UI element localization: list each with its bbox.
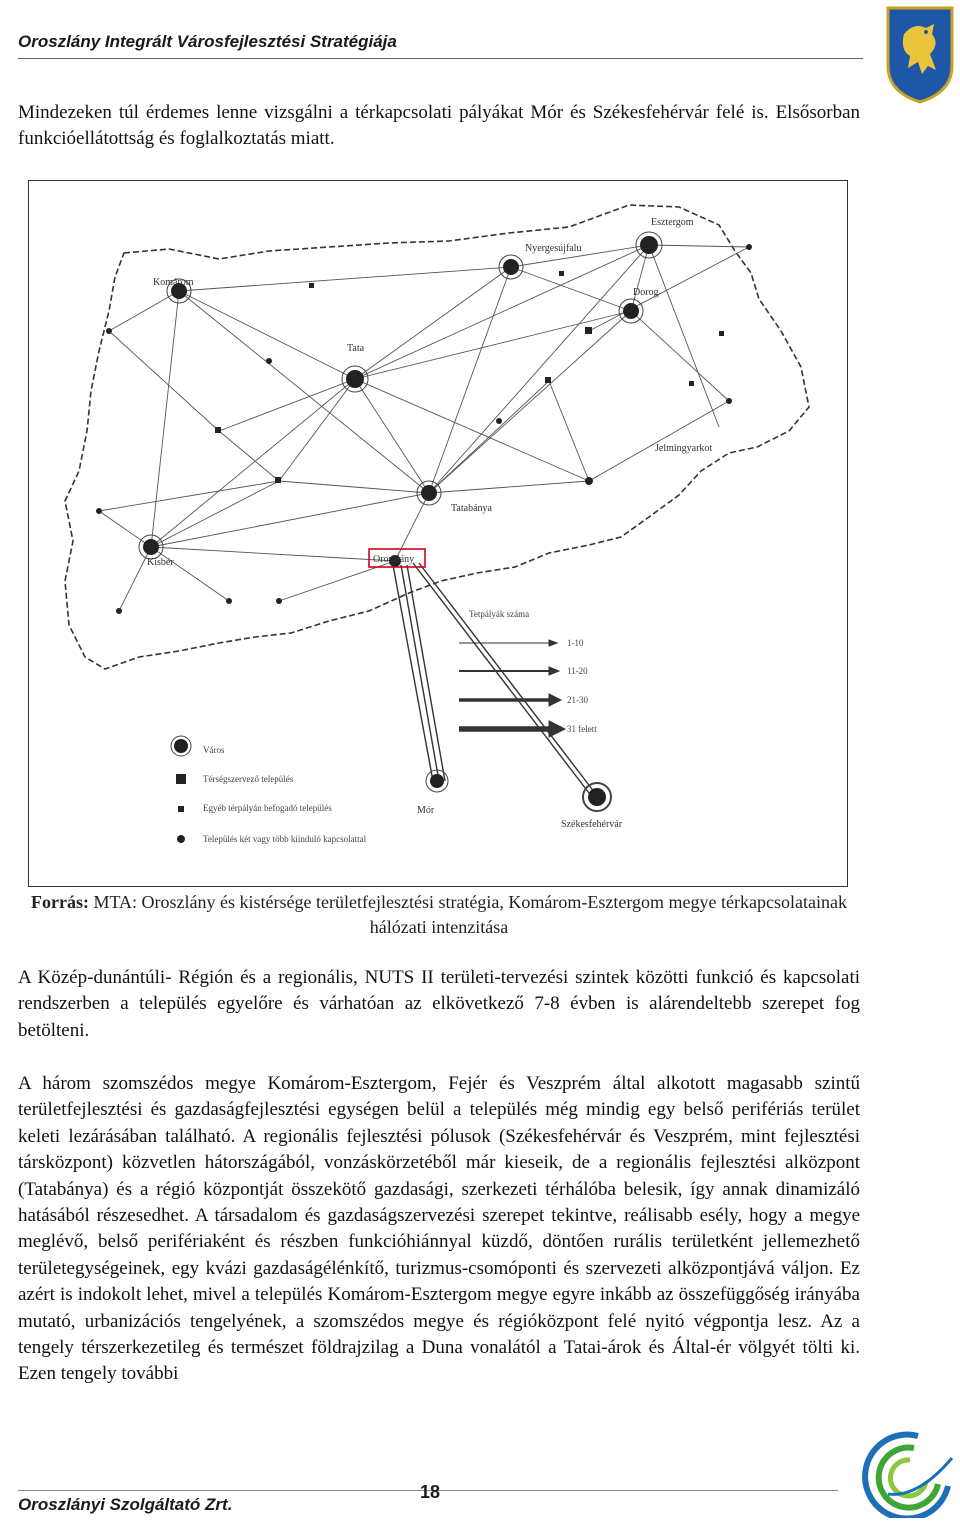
- town-label: Dorog: [633, 287, 659, 298]
- trips-legend-title: Tetpályák száma: [469, 609, 530, 619]
- company-logo-icon: [848, 1428, 956, 1518]
- settlement-legend-label: Település két vagy több kiinduló kapcsolattal: [203, 834, 367, 844]
- header-rule: [18, 58, 863, 59]
- county-outline: [65, 205, 809, 669]
- town-label: Jelmingyarkot: [655, 443, 713, 454]
- paragraph-neighbour-counties: A három szomszédos megye Komárom-Esztergom, Fejér és Veszprém által alkotott magasabb szintű területfejlesztési és gazdaságfejlesztési egységen belül a település még mindig egy belső perifériás terület keleti lezárásában található. A regionális fejlesztési pólusok (Székesfehérvár és Veszprém, mint fejlesztési társközpont) közvetlen hátországából, vonzáskörzetéből már kieseik, de a regionális fejlesztési alközpont (Tatabánya) és a régió központját összekötő gazdasági, szerkezeti térhálóba belesik, így annak dinamizáló hatásából részesedhet. A társadalom és gazdaságszervezési szerepet tekintve, reálisabb esély, hogy a megye meglévő, belső perifériaként és részben funkcióhiánnyal küzdő, döntően rurális területként jellemezhető területegységeinek, egy kvázi gazdaságélénkítő, turizmus-csomóponti és szervezeti alközpontjává váljon. Ez azért is indokolt lehet, mivel a település Komárom-Esztergom megye egyre inkább az összefüggőség irányába mutató, urbanizációs tengelyének, a szomszédos megye és régióközpont felé nyitó végpontja lesz. Az a tengely térszerkezetileg és természet földrajzilag a Duna vonalától a Tatai-árok és Által-ér völgyét tölti ki. Ezen tengely további: [18, 1073, 860, 1385]
- intro-paragraph: Mindezeken túl érdemes lenne vizsgálni a térkapcsolati pályákat Mór és Székesfehérvár felé is. Elsősorban funkcióellátottság és foglalkoztatás miatt.: [18, 102, 860, 150]
- town-label: Kisbér: [147, 557, 174, 568]
- coat-of-arms-icon: [884, 4, 956, 104]
- trips-range: 1-10: [567, 638, 584, 648]
- caption-text: MTA: Oroszlány és kistérsége területfejlesztési stratégia, Komárom-Esztergom megye térkapcsolatainak hálózati intenzitása: [89, 892, 847, 937]
- trips-range: 21-30: [567, 695, 588, 705]
- town-label: Komárom: [153, 277, 194, 288]
- trips-range: 31 felett: [567, 724, 597, 734]
- header-title: Oroszlány Integrált Városfejlesztési Stratégiája: [18, 32, 397, 51]
- town-label: Mór: [417, 805, 435, 816]
- town-label: Tata: [347, 343, 365, 354]
- footer-company: Oroszlányi Szolgáltató Zrt.: [18, 1495, 233, 1514]
- town-label: Székesfehérvár: [561, 819, 623, 830]
- town-label: Tatabánya: [451, 503, 492, 514]
- paragraph-region: A Közép-dunántúli- Régión és a regionális, NUTS II területi-tervezési szintek közötti funkció és kapcsolati rendszerben a település egyelőre és várhatóan az elkövetkező 7-8 évben is alárendeltebb szerepet fog betölteni.: [18, 967, 860, 1041]
- town-label-highlight: Oroszlány: [373, 554, 415, 565]
- relations-map: [28, 180, 848, 887]
- settlement-legend-label: Egyéb térpályán befogadó település: [203, 803, 332, 813]
- town-label: Esztergom: [651, 217, 694, 228]
- page-number: 18: [419, 1482, 441, 1502]
- caption-source-label: Forrás:: [31, 892, 89, 912]
- trips-range: 11-20: [567, 666, 588, 676]
- town-label: Nyergesújfalu: [525, 243, 582, 254]
- figure-caption: [18, 890, 860, 940]
- settlement-legend-label: Térségszervező település: [203, 774, 294, 784]
- settlement-legend-label: Város: [203, 745, 225, 755]
